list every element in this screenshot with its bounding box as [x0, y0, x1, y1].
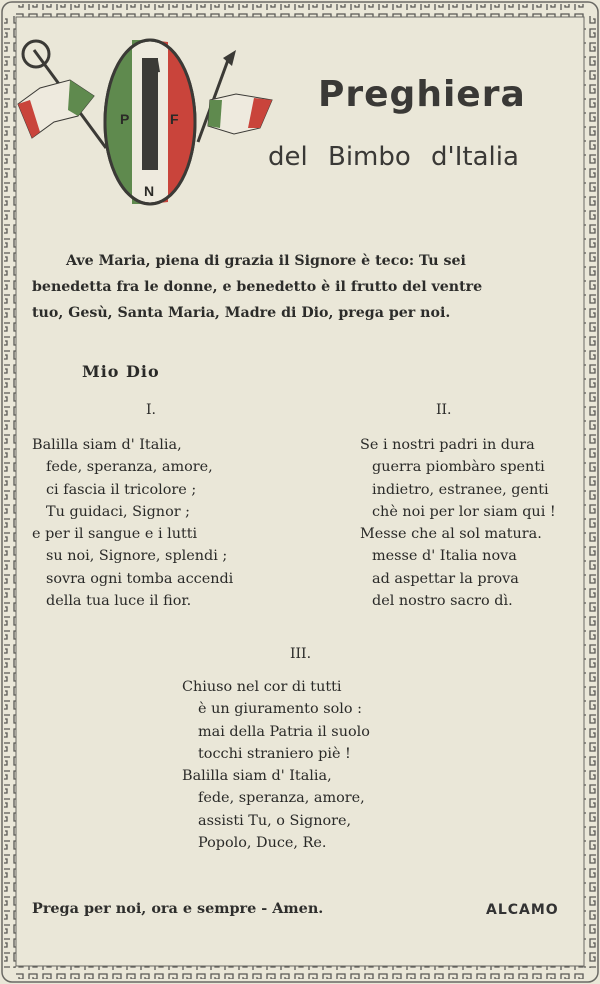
- stanza-2: [360, 434, 556, 612]
- verse-line: Chiuso nel cor di tutti: [182, 679, 342, 695]
- section-heading: Mio Dio: [82, 362, 160, 381]
- prayer-line: benedetta fra le donne, e benedetto è il frutto del ventre: [32, 279, 483, 295]
- emblem-letter-n: N: [144, 183, 155, 199]
- left-flag-icon: [18, 41, 106, 148]
- verse-line: Se i nostri padri in dura: [360, 437, 535, 453]
- verse-line: assisti Tu, o Signore,: [198, 812, 352, 829]
- verse-line: fede, speranza, amore,: [198, 790, 365, 807]
- verse-line: del nostro sacro dì.: [372, 593, 513, 610]
- stanza-number: II.: [436, 402, 452, 418]
- verse-line: mai della Patria il suolo: [198, 723, 370, 740]
- closing-line: Prega per noi, ora e sempre - Amen.: [32, 900, 324, 917]
- stanza-3: [182, 676, 370, 854]
- fasces-emblem: [14, 30, 276, 210]
- verse-line: indietro, estranee, genti: [372, 481, 549, 498]
- verse-line: guerra piombàro spenti: [372, 459, 545, 476]
- verse-line: messe d' Italia nova: [372, 548, 517, 565]
- tricolor-oval: [105, 40, 195, 204]
- prayer-line: tuo, Gesù, Santa Maria, Madre di Dio, prega per noi.: [32, 305, 451, 321]
- verse-line: Balilla siam d' Italia,: [32, 437, 182, 453]
- stanza-number: III.: [290, 646, 312, 662]
- stanza-number: I.: [146, 402, 156, 418]
- verse-line: ci fascia il tricolore ;: [46, 481, 197, 498]
- verse-line: ad aspettar la prova: [372, 570, 519, 587]
- prayer-line: Ave Maria, piena di grazia il Signore è teco: Tu sei: [66, 253, 466, 269]
- page-title: Preghiera: [318, 74, 526, 115]
- verse-line: è un giuramento solo :: [198, 701, 362, 718]
- verse-line: tocchi straniero piè !: [198, 745, 351, 762]
- place-name: ALCAMO: [486, 902, 559, 918]
- verse-line: fede, speranza, amore,: [46, 459, 213, 476]
- stanza-1: [32, 434, 233, 612]
- verse-line: sovra ogni tomba accendi: [46, 570, 234, 587]
- verse-line: Balilla siam d' Italia,: [182, 768, 332, 785]
- emblem-letter-p: P: [120, 111, 130, 127]
- right-flag-icon: [198, 50, 272, 142]
- ave-maria-prayer: [32, 248, 572, 326]
- verse-line: Tu guidaci, Signor ;: [46, 503, 191, 520]
- verse-line: della tua luce il fior.: [46, 593, 192, 610]
- verse-line: Popolo, Duce, Re.: [198, 835, 327, 852]
- verse-line: chè noi per lor siam qui !: [372, 503, 556, 520]
- verse-line: e per il sangue e i lutti: [32, 526, 198, 543]
- verse-line: Messe che al sol matura.: [360, 526, 542, 543]
- verse-line: su noi, Signore, splendi ;: [46, 548, 228, 565]
- page-subtitle: del Bimbo d'Italia: [268, 142, 519, 172]
- emblem-letter-f: F: [170, 111, 179, 127]
